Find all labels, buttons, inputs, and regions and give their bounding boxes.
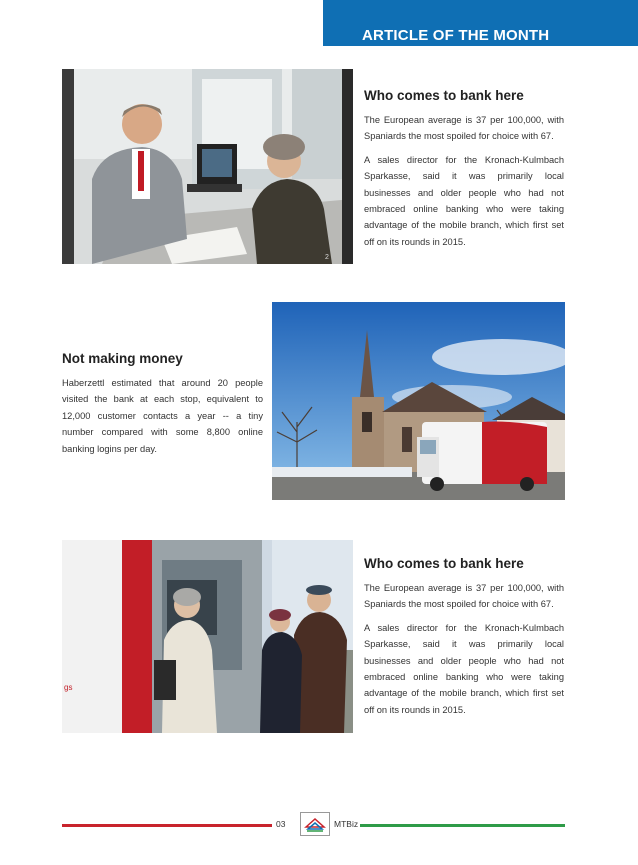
article-heading: Not making money [62,351,183,366]
page-number: 03 [276,819,286,829]
article-heading: Who comes to bank here [364,88,524,103]
mtbiz-logo-icon [300,812,330,836]
article-paragraph: Haberzettl estimated that around 20 people visited the bank at each stop, equivalent to 12,000 customer contacts a year -- a tiny number compared with some 8,800 online banking logins per day. [62,378,263,454]
article-not-making-money [62,351,263,464]
atm-customers-photo [62,540,353,733]
article-paragraph: A sales director for the Kronach-Kulmbach Sparkasse, said it was primarily local businesses and older people who had not embraced online banking who were taking advantage of the mobile branch, which first set off on its rounds in 2015. [364,622,564,715]
footer-brand: MTBiz [334,819,359,829]
article-heading: Who comes to bank here [364,556,524,571]
footer-left-rule [62,824,272,827]
article-paragraph: The European average is 37 per 100,000, with Spaniards the most spoiled for choice with 67. [364,583,564,610]
article-paragraph: The European average is 37 per 100,000, with Spaniards the most spoiled for choice with 67. [364,115,564,142]
article-who-comes-to-bank-repeat [364,556,564,725]
footer-right-rule [360,824,565,827]
bus-sign-text: gs [64,683,73,692]
banner-title: ARTICLE OF THE MONTH [362,27,550,44]
bank-office-photo [62,69,353,264]
church-bus-photo [272,302,565,500]
article-who-comes-to-bank [364,88,564,257]
article-paragraph: A sales director for the Kronach-Kulmbach Sparkasse, said it was primarily local businesses and older people who had not embraced online banking who were taking advantage of the mobile branch, which first set off on its rounds in 2015. [364,154,564,247]
photo-mark: 2 [325,254,329,261]
